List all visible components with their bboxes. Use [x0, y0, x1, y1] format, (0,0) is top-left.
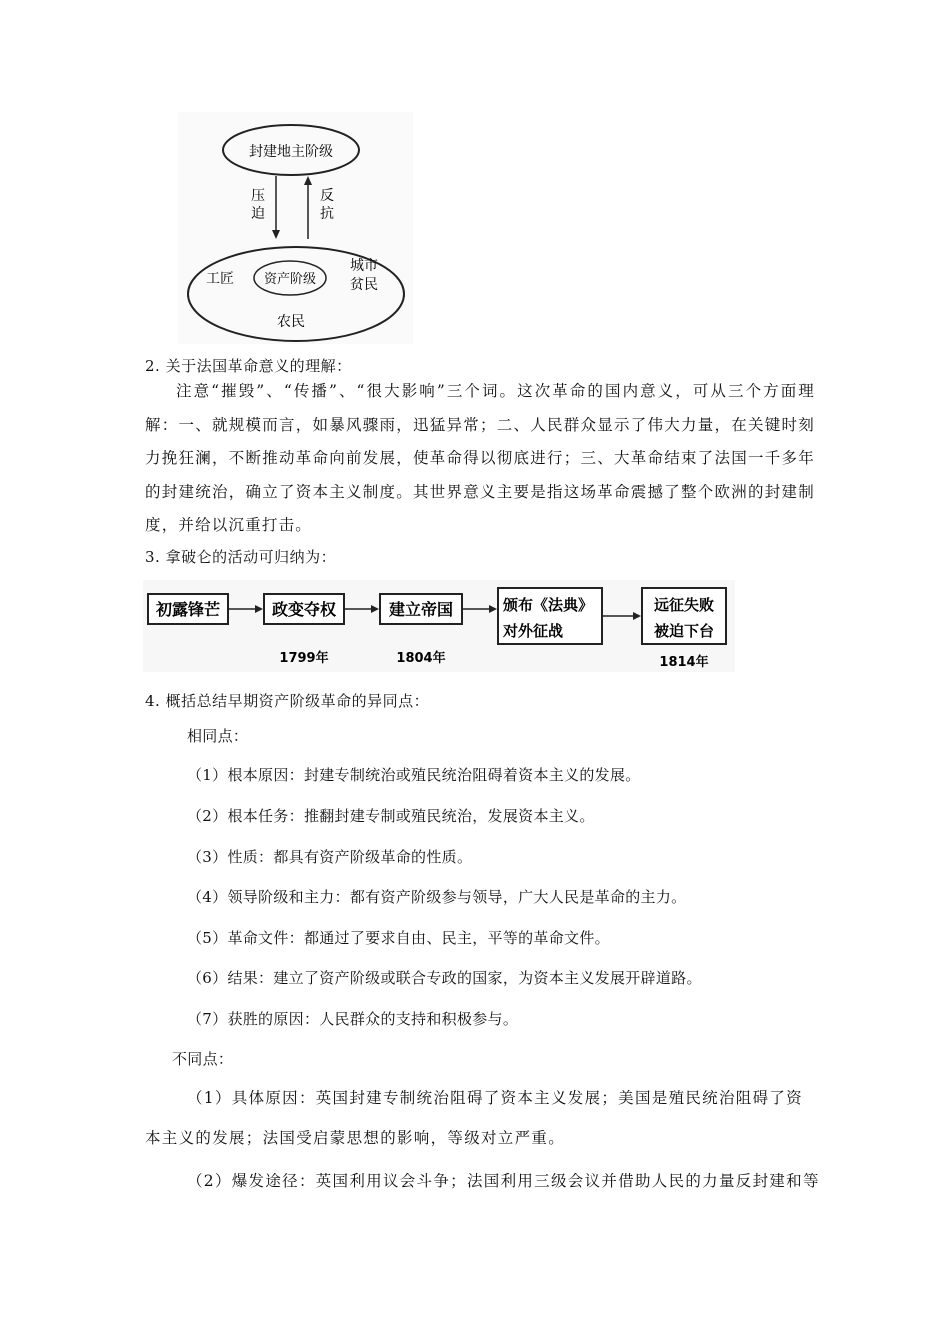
oppression-char-1: 压 — [251, 188, 265, 204]
resistance-char-1: 反 — [320, 188, 334, 204]
flow-step-4-label2: 对外征战 — [503, 622, 564, 640]
napoleon-flow-diagram — [143, 580, 735, 672]
urban-poor-line-2: 贫民 — [350, 277, 378, 293]
class-relation-diagram — [178, 112, 413, 344]
flow-step-2-label: 政变夺权 — [271, 600, 337, 619]
top-class-label: 封建地主阶级 — [249, 144, 333, 160]
same-item-6: （6）结果：建立了资产阶级或联合专政的国家，为资本主义发展开辟道路。 — [187, 969, 702, 987]
flow-step-4 — [498, 588, 602, 644]
urban-poor-line-1: 城市 — [350, 258, 378, 274]
flow-step-3 — [380, 594, 462, 624]
section-3-heading: 3. 拿破仑的活动可归纳为： — [145, 548, 337, 566]
flow-step-3-year: 1804年 — [396, 651, 446, 666]
section-4-heading: 4. 概括总结早期资产阶级革命的异同点： — [145, 692, 430, 710]
flow-step-5-label: 远征失败 — [653, 596, 715, 614]
flow-step-2 — [264, 594, 344, 624]
flow-step-1 — [148, 594, 228, 624]
section-2-heading: 2. 关于法国革命意义的理解： — [145, 357, 352, 375]
flow-step-1-label: 初露锋芒 — [155, 600, 221, 619]
flow-step-5-label2: 被迫下台 — [653, 622, 715, 640]
same-points-title: 相同点： — [187, 727, 249, 745]
flow-step-2-year: 1799年 — [279, 651, 329, 666]
same-item-1: （1）根本原因：封建专制统治或殖民统治阻碍着资本主义的发展。 — [187, 766, 641, 784]
flow-step-3-label: 建立帝国 — [388, 600, 454, 619]
section-2-body: 注意“摧毁”、“传播”、“很大影响”三个词。这次革命的国内意义，可从三个方面理解：一、就规模而言，如暴风骤雨，迅猛异常；二、人民群众显示了伟大力量，在关键时刻力挽狂澜，不断推动革命向前发展，使革命得以彻底进行；三、大革命结束了法国一千多年的封建统治，确立了资本主义制度。其世界意义主要是指这场革命震撼了整个欧洲的封建制度，并给以沉重打击。 — [145, 382, 815, 534]
resistance-char-2: 抗 — [320, 206, 334, 222]
same-item-3: （3）性质：都具有资产阶级革命的性质。 — [187, 848, 473, 866]
oppression-char-2: 迫 — [251, 206, 265, 222]
peasants-label: 农民 — [277, 314, 305, 330]
same-item-2: （2）根本任务：推翻封建专制或殖民统治，发展资本主义。 — [187, 807, 595, 825]
diff-item-2: （2）爆发途径：英国利用议会斗争；法国利用三级会议并借助人民的力量反封建和等 — [187, 1172, 820, 1190]
same-item-7: （7）获胜的原因：人民群众的支持和积极参与。 — [187, 1010, 519, 1028]
flow-step-4-label: 颁布《法典》 — [503, 596, 594, 614]
same-item-5: （5）革命文件：都通过了要求自由、民主，平等的革命文件。 — [187, 929, 610, 947]
flow-step-5 — [642, 588, 726, 644]
flow-step-5-year: 1814年 — [659, 655, 709, 670]
same-item-4: （4）领导阶级和主力：都有资产阶级参与领导，广大人民是革命的主力。 — [187, 888, 687, 906]
diff-points-title: 不同点： — [172, 1050, 234, 1068]
bourgeoisie-label: 资产阶级 — [263, 272, 317, 287]
diff-item-1: （1）具体原因：英国封建专制统治阻碍了资本主义发展；美国是殖民统治阻碍了资本主义的发展；法国受启蒙思想的影响，等级对立严重。 — [145, 1089, 803, 1147]
artisans-label: 工匠 — [206, 271, 234, 287]
